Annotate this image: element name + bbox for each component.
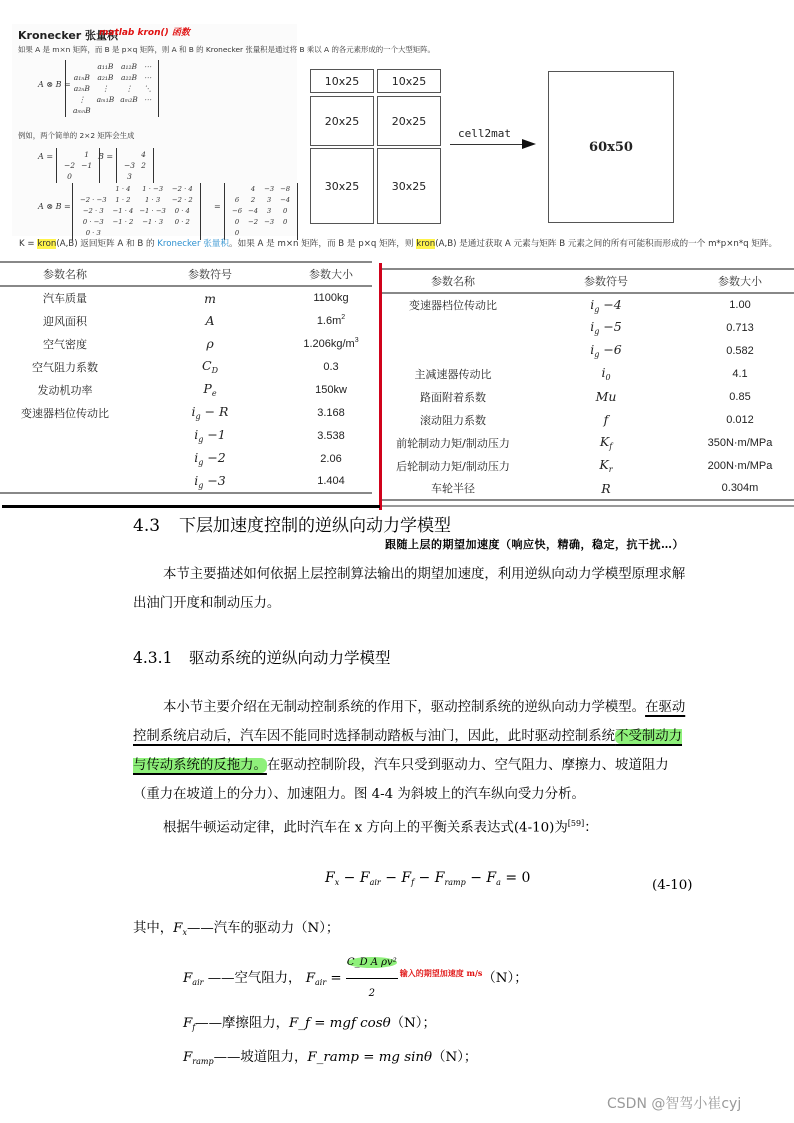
matrix-cell: −3 bbox=[264, 185, 275, 193]
matrix-cell: −4 bbox=[248, 207, 259, 215]
symbol-base: Mu bbox=[595, 389, 617, 404]
symbol-base: i bbox=[194, 427, 199, 442]
param-symbol bbox=[526, 431, 686, 454]
symbol-subscript: g bbox=[594, 304, 600, 314]
formula-lhs: F bbox=[305, 971, 316, 986]
symbol-base: i bbox=[194, 450, 199, 465]
table-row bbox=[380, 477, 794, 500]
param-symbol bbox=[130, 378, 290, 401]
param-name bbox=[380, 339, 526, 362]
section-number: 4.3 bbox=[133, 516, 161, 536]
eq-term: F bbox=[434, 870, 445, 886]
csdn-watermark: CSDN @智驾小崔cyj bbox=[607, 1096, 742, 1112]
param-value: 0.012 bbox=[726, 413, 754, 426]
matrix-cell: −2 · 3 bbox=[82, 207, 104, 215]
param-symbol bbox=[130, 424, 290, 447]
matrix-cell: aₘ₁B bbox=[96, 95, 115, 104]
matrix-cell: 1 · −3 bbox=[142, 185, 164, 193]
matrix-cell: 1 · 4 bbox=[115, 185, 131, 193]
eq-subscript: x bbox=[334, 878, 340, 887]
matrix-cell: a₂₂B bbox=[121, 73, 138, 82]
parameter-table-right bbox=[380, 268, 794, 501]
fraction-denominator: 2 bbox=[368, 988, 375, 999]
matrix-cell: ⋮ bbox=[125, 84, 133, 93]
paragraph-text: 根据牛顿运动定律，此时汽车在 x 方向上的平衡关系表达式(4-10)为 bbox=[163, 820, 568, 836]
matrix-cell: a₂ₙB bbox=[73, 84, 90, 93]
matrix-cell: aₘ₂B bbox=[120, 95, 138, 104]
value-text: 1.6m bbox=[316, 315, 342, 327]
param-value: 150kw bbox=[315, 383, 347, 396]
param-name bbox=[0, 447, 130, 470]
matrix-cell: ⋱ bbox=[143, 84, 152, 93]
product-matrix bbox=[72, 183, 201, 240]
arrow-head-icon bbox=[522, 139, 536, 149]
param-name: 车轮半径 bbox=[380, 477, 526, 500]
symbol-tail: −4 bbox=[599, 296, 622, 312]
unit: （N）； bbox=[482, 971, 528, 986]
param-value: 1100kg bbox=[313, 292, 349, 304]
var-symbol: F bbox=[183, 1016, 193, 1031]
symbol-subscript: e bbox=[211, 389, 217, 398]
symbol-subscript: g bbox=[594, 350, 600, 359]
var-description: ——摩擦阻力， bbox=[195, 1016, 289, 1031]
param-symbol bbox=[526, 339, 686, 362]
section-paragraph bbox=[133, 560, 693, 618]
eq-operator: − bbox=[339, 870, 360, 886]
param-value: 3.538 bbox=[317, 429, 345, 442]
symbol-subscript: g bbox=[594, 327, 600, 336]
matrix-b bbox=[116, 148, 154, 183]
table-row bbox=[380, 362, 794, 385]
cell-block: 20x25 bbox=[310, 96, 374, 146]
matrix-cell: −1 bbox=[81, 161, 93, 170]
definition-fair bbox=[133, 948, 528, 1009]
formula: F_f = mgf cosθ bbox=[289, 1016, 391, 1031]
header-param-symbol: 参数符号 bbox=[584, 275, 628, 288]
param-value: 3.168 bbox=[317, 406, 345, 419]
a-label: A = bbox=[38, 152, 54, 161]
matrix-cell: ⋮ bbox=[78, 95, 86, 104]
matrix-cell: a₁₁B bbox=[97, 62, 114, 71]
symbol-subscript: g bbox=[198, 458, 204, 467]
handwritten-annotation: matlab kron() 函数 bbox=[99, 28, 190, 38]
grey-divider-line bbox=[382, 505, 794, 507]
table-row bbox=[0, 286, 372, 309]
kron-title: Kronecker 张量积 bbox=[18, 29, 119, 42]
where-lead: 其中， bbox=[133, 921, 174, 936]
symbol-base: R bbox=[601, 480, 611, 496]
var-symbol: F bbox=[173, 921, 183, 936]
param-name: 发动机功率 bbox=[37, 383, 93, 397]
matrix-cell: −3 bbox=[264, 218, 275, 226]
matrix-cell: 3 bbox=[127, 172, 132, 181]
matrix-cell: −4 bbox=[280, 196, 291, 204]
definition-ff bbox=[133, 1009, 528, 1043]
var-symbol: F bbox=[183, 971, 193, 986]
kron-line-text: (A,B) 返回矩阵 A 和 B 的 bbox=[56, 239, 158, 249]
param-name: 后轮制动力矩/制动压力 bbox=[396, 459, 510, 473]
param-name: 滚动阻力系数 bbox=[420, 413, 486, 427]
eq-operator: − bbox=[414, 870, 435, 886]
matrix-cell: a₁₂B bbox=[121, 62, 138, 71]
symbol-base: K bbox=[599, 434, 610, 449]
cell2mat-label: cell2mat bbox=[458, 127, 511, 140]
param-symbol bbox=[526, 477, 686, 500]
matrix-cell: 0 · −3 bbox=[82, 218, 104, 226]
matrix-cell: a₁ₙB bbox=[73, 73, 90, 82]
example-text: 例如，两个简单的 2×2 矩阵会生成 bbox=[18, 131, 135, 140]
param-symbol bbox=[526, 408, 686, 431]
param-name: 变速器档位传动比 bbox=[409, 299, 497, 312]
table-row bbox=[380, 454, 794, 477]
param-value: 0.85 bbox=[729, 390, 751, 403]
symbol-subscript: g bbox=[198, 435, 204, 444]
matrix-cell: 0 bbox=[282, 218, 288, 226]
balance-equation bbox=[325, 870, 530, 887]
var-subscript: f bbox=[192, 1023, 196, 1032]
table-row bbox=[0, 447, 372, 470]
subsection-title bbox=[133, 646, 391, 668]
matrix-cell: 3 bbox=[266, 207, 272, 215]
eq-operator: = 0 bbox=[500, 870, 531, 886]
param-value: 0.304m bbox=[686, 477, 794, 500]
eq-operator: − bbox=[465, 870, 487, 886]
symbol-base: i bbox=[590, 296, 595, 312]
unit: （N）； bbox=[432, 1050, 478, 1065]
table-row bbox=[380, 385, 794, 408]
section-title-text: 下层加速度控制的逆纵向动力学模型 bbox=[179, 516, 451, 536]
value-text: 1.206kg/m bbox=[303, 338, 355, 350]
matrix-cell: 0 bbox=[234, 218, 240, 226]
symbol-base: i bbox=[590, 319, 595, 334]
matrix-cell: 1 · 3 bbox=[145, 196, 161, 204]
arrow-icon bbox=[450, 144, 528, 145]
matrix-cell: −1 · 2 bbox=[112, 218, 134, 226]
matrix-cell: 1 bbox=[84, 150, 89, 159]
param-value: 1.404 bbox=[290, 470, 372, 493]
subsection-paragraph bbox=[133, 693, 693, 842]
unit: （N）； bbox=[390, 1016, 436, 1031]
matrix-cell: −8 bbox=[280, 185, 291, 193]
param-symbol bbox=[130, 447, 290, 470]
matrix-cell: 0 · 3 bbox=[85, 229, 101, 237]
matrix-cell: ⋯ bbox=[143, 95, 152, 104]
table-row bbox=[380, 431, 794, 454]
subsection-title-text: 驱动系统的逆纵向动力学模型 bbox=[189, 649, 391, 667]
matrix-cell: 4 bbox=[250, 185, 256, 193]
matrix-cell: −3 bbox=[124, 161, 136, 170]
highlighted-text: 不受制动力与传动系统的反拖力。 bbox=[133, 729, 683, 773]
symbol-base: i bbox=[590, 342, 595, 357]
matrix-cell: −2 · 2 bbox=[171, 196, 193, 204]
param-value bbox=[290, 309, 372, 332]
symbol-base: i bbox=[191, 404, 196, 419]
symbol-tail: −5 bbox=[599, 319, 622, 334]
param-symbol bbox=[130, 355, 290, 378]
param-value: 350N·m/MPa bbox=[707, 436, 773, 449]
table-row bbox=[380, 293, 794, 316]
symbol-subscript: g bbox=[195, 412, 201, 421]
subsection-number: 4.3.1 bbox=[133, 649, 173, 667]
b-label: B = bbox=[98, 152, 114, 161]
handwritten-annotation: 跟随上层的期望加速度（响应快，精确，稳定，抗干扰…） bbox=[385, 538, 684, 551]
var-symbol: F bbox=[183, 1050, 193, 1065]
cell-block: 30x25 bbox=[310, 148, 374, 224]
matrix-cell: −2 bbox=[64, 161, 76, 170]
handwritten-annotation: 输入的期望加速度 m/s bbox=[399, 968, 483, 978]
matrix-cell: −1 · 3 bbox=[142, 218, 164, 226]
table-row bbox=[0, 355, 372, 378]
general-lhs: A ⊗ B = bbox=[38, 80, 71, 89]
eq-subscript: f bbox=[411, 878, 415, 887]
symbol-base: A bbox=[205, 313, 215, 328]
black-divider-line bbox=[2, 505, 380, 508]
table-row bbox=[380, 339, 794, 362]
param-name: 空气阻力系数 bbox=[32, 360, 98, 374]
param-symbol bbox=[130, 309, 290, 332]
table-row bbox=[0, 309, 372, 332]
eq-term: F bbox=[359, 870, 370, 886]
definition-fx bbox=[133, 914, 528, 948]
kron-snippet bbox=[0, 0, 794, 258]
param-name: 主减速器传动比 bbox=[414, 367, 492, 381]
kron-description: 如果 A 是 m×n 矩阵，而 B 是 p×q 矩阵，则 A 和 B 的 Kronecker 张量积是通过将 B 乘以 A 的各元素形成的一个大型矩阵。 bbox=[18, 45, 435, 54]
section-title bbox=[133, 511, 451, 536]
red-divider-line bbox=[379, 263, 382, 510]
param-name: 空气密度 bbox=[43, 337, 87, 351]
matrix-cell: 1 · 2 bbox=[115, 196, 131, 204]
result-matrix-block: 60x50 bbox=[548, 71, 674, 223]
symbol-subscript: f bbox=[609, 442, 613, 451]
citation[interactable]: [59] bbox=[567, 819, 585, 828]
kron-line-text: (A,B) 是通过获取 A 元素与矩阵 B 元素之间的所有可能积而形成的一个 m*p×n*q 矩阵。 bbox=[435, 239, 778, 249]
matrix-cell: 0 bbox=[282, 207, 288, 215]
var-subscript: air bbox=[192, 978, 204, 987]
matrix-cell: 6 bbox=[234, 196, 240, 204]
table-row bbox=[0, 424, 372, 447]
symbol-tail: −1 bbox=[203, 427, 226, 442]
param-name: 变速器档位传动比 bbox=[21, 406, 109, 420]
air-drag-fraction bbox=[346, 948, 398, 1009]
param-symbol bbox=[130, 401, 290, 424]
param-name: 迎风面积 bbox=[43, 314, 87, 328]
eq-operator: − bbox=[380, 870, 402, 886]
var-description: ——空气阻力， bbox=[203, 971, 302, 986]
param-value: 0.3 bbox=[323, 360, 339, 373]
product-lhs: A ⊗ B = bbox=[38, 202, 71, 211]
variable-definitions bbox=[133, 914, 528, 1077]
param-value bbox=[290, 332, 372, 355]
underlined-text: 在驱动控制系统启动后，汽车因不能同时选择制动踏板与油门，因此，此时驱动控制系统 bbox=[133, 700, 686, 744]
matrix-cell: −6 bbox=[232, 207, 243, 215]
matrix-cell: 0 bbox=[234, 229, 240, 237]
header-param-name: 参数名称 bbox=[431, 275, 475, 288]
header-param-value: 参数大小 bbox=[718, 275, 762, 288]
definition-framp bbox=[133, 1043, 528, 1077]
eq-term: F bbox=[401, 870, 412, 886]
param-symbol bbox=[526, 293, 686, 316]
eq-term: F bbox=[486, 870, 497, 886]
matrix-a bbox=[56, 148, 100, 183]
matrix-cell: −2 · 4 bbox=[171, 185, 193, 193]
value-superscript: 2 bbox=[341, 314, 346, 321]
symbol-base: K bbox=[599, 457, 609, 472]
kronecker-link[interactable]: Kronecker 张量积 bbox=[157, 239, 229, 249]
cell-block: 20x25 bbox=[377, 96, 441, 146]
var-description: ——汽车的驱动力（N）； bbox=[186, 921, 340, 936]
param-symbol bbox=[526, 454, 686, 477]
param-value: 0.713 bbox=[726, 321, 754, 334]
table-row bbox=[0, 401, 372, 424]
param-value: 200N·m/MPa bbox=[707, 459, 773, 472]
param-name: 路面附着系数 bbox=[420, 390, 486, 404]
matrix-cell: a₂₁B bbox=[97, 73, 114, 82]
var-description: ——坡道阻力， bbox=[213, 1050, 308, 1065]
param-value: 4.1 bbox=[732, 367, 748, 380]
param-value: 2.06 bbox=[320, 452, 342, 465]
symbol-tail: −6 bbox=[599, 342, 622, 357]
symbol-tail: − R bbox=[200, 404, 229, 419]
header-param-value: 参数大小 bbox=[309, 268, 353, 281]
var-subscript: x bbox=[182, 928, 187, 937]
table-row bbox=[380, 316, 794, 339]
symbol-base: ρ bbox=[206, 336, 214, 351]
value-superscript: 3 bbox=[354, 337, 359, 344]
table-header-row bbox=[380, 269, 794, 293]
eq-subscript: ramp bbox=[444, 878, 466, 887]
equation-number: (4-10) bbox=[652, 878, 693, 893]
symbol-tail: −2 bbox=[203, 450, 226, 465]
table-row bbox=[0, 378, 372, 401]
matrix-cell: −1 · −3 bbox=[139, 207, 166, 215]
cell-block: 30x25 bbox=[377, 148, 441, 224]
matrix-cell: 4 bbox=[141, 150, 146, 159]
table-row bbox=[0, 332, 372, 355]
symbol-tail: −3 bbox=[203, 472, 226, 488]
matrix-cell: ⋯ bbox=[143, 73, 152, 82]
formula-subscript: air bbox=[315, 978, 327, 987]
table-row bbox=[380, 408, 794, 431]
param-symbol bbox=[130, 286, 290, 309]
symbol-base: f bbox=[603, 412, 609, 427]
table-row bbox=[0, 470, 372, 493]
symbol-base: m bbox=[204, 290, 216, 306]
matrix-cell: ⋮ bbox=[101, 84, 110, 93]
table-header-row bbox=[0, 262, 372, 286]
param-symbol bbox=[130, 332, 290, 355]
matrix-cell: 3 bbox=[266, 196, 272, 204]
matrix-cell: 0 · 4 bbox=[174, 207, 190, 215]
param-symbol bbox=[526, 385, 686, 408]
numerator-text: C_D A ρv² bbox=[346, 957, 397, 968]
param-name bbox=[0, 470, 130, 493]
kron-function-name: kron bbox=[37, 239, 57, 249]
matrix-cell: 0 bbox=[67, 172, 72, 181]
matrix-cell: −2 · −3 bbox=[80, 196, 107, 204]
matrix-cell: 2 bbox=[141, 161, 146, 170]
param-name: 前轮制动力矩/制动压力 bbox=[396, 436, 510, 450]
matrix-cell: −1 · 4 bbox=[112, 207, 134, 215]
eq-subscript: air bbox=[369, 878, 381, 887]
param-symbol bbox=[526, 362, 686, 385]
kron-function-description bbox=[19, 237, 777, 249]
param-symbol bbox=[526, 316, 686, 339]
kron-function-name: kron bbox=[416, 239, 436, 249]
matrix-cell: ⋯ bbox=[143, 62, 152, 71]
symbol-subscript: D bbox=[211, 366, 218, 375]
matrix-cell: −2 bbox=[248, 218, 259, 226]
symbol-subscript: 0 bbox=[605, 373, 611, 382]
header-param-symbol: 参数符号 bbox=[188, 268, 232, 281]
paragraph-text: 在驱动控制阶段，汽车只受到驱动力、空气阻力、摩擦力、坡道阻力（重力在坡道上的分力）、加速阻力。图 4-4 为斜坡上的汽车纵向受力分析。 bbox=[133, 758, 669, 802]
param-name bbox=[380, 316, 526, 339]
paragraph-text: ： bbox=[584, 820, 598, 836]
symbol-base: P bbox=[203, 381, 212, 396]
param-name: 汽车质量 bbox=[43, 292, 87, 305]
cell-block: 10x25 bbox=[310, 69, 374, 93]
eq-subscript: a bbox=[496, 878, 501, 887]
var-subscript: ramp bbox=[192, 1057, 214, 1066]
equals-sign: = bbox=[214, 202, 221, 211]
paragraph-text: 本小节主要介绍在无制动控制系统的作用下，驱动控制系统的逆纵向动力学模型。 bbox=[163, 700, 646, 715]
parameter-table-left bbox=[0, 261, 372, 494]
matrix-cell: 0 · 2 bbox=[174, 218, 190, 226]
kron-line-text: 。如果 A 是 m×n 矩阵，而 B 是 p×q 矩阵，则 bbox=[229, 239, 417, 249]
result-matrix bbox=[224, 183, 298, 240]
cell-block: 10x25 bbox=[377, 69, 441, 93]
symbol-base: C bbox=[202, 358, 212, 373]
formula-equals: = bbox=[326, 971, 342, 986]
symbol-base: i bbox=[601, 365, 606, 380]
eq-term: F bbox=[325, 870, 335, 886]
param-value: 0.582 bbox=[726, 344, 754, 357]
formula: F_ramp = mg sinθ bbox=[307, 1050, 433, 1065]
paragraph-text: 本节主要描述如何依据上层控制算法输出的期望加速度，利用逆纵向动力学模型原理求解出油门开度和制动压力。 bbox=[133, 567, 686, 611]
symbol-base: i bbox=[194, 472, 199, 488]
fraction-numerator bbox=[346, 948, 398, 979]
symbol-subscript: g bbox=[198, 480, 204, 490]
matrix-cell: aₘₙB bbox=[73, 106, 91, 115]
header-param-name: 参数名称 bbox=[43, 268, 87, 281]
param-name bbox=[0, 424, 130, 447]
general-matrix bbox=[65, 60, 159, 117]
symbol-subscript: r bbox=[608, 465, 613, 474]
param-value: 1.00 bbox=[729, 299, 751, 311]
kron-line-prefix: K = bbox=[19, 239, 38, 249]
matrix-cell: 2 bbox=[250, 196, 256, 204]
param-symbol bbox=[130, 470, 290, 493]
